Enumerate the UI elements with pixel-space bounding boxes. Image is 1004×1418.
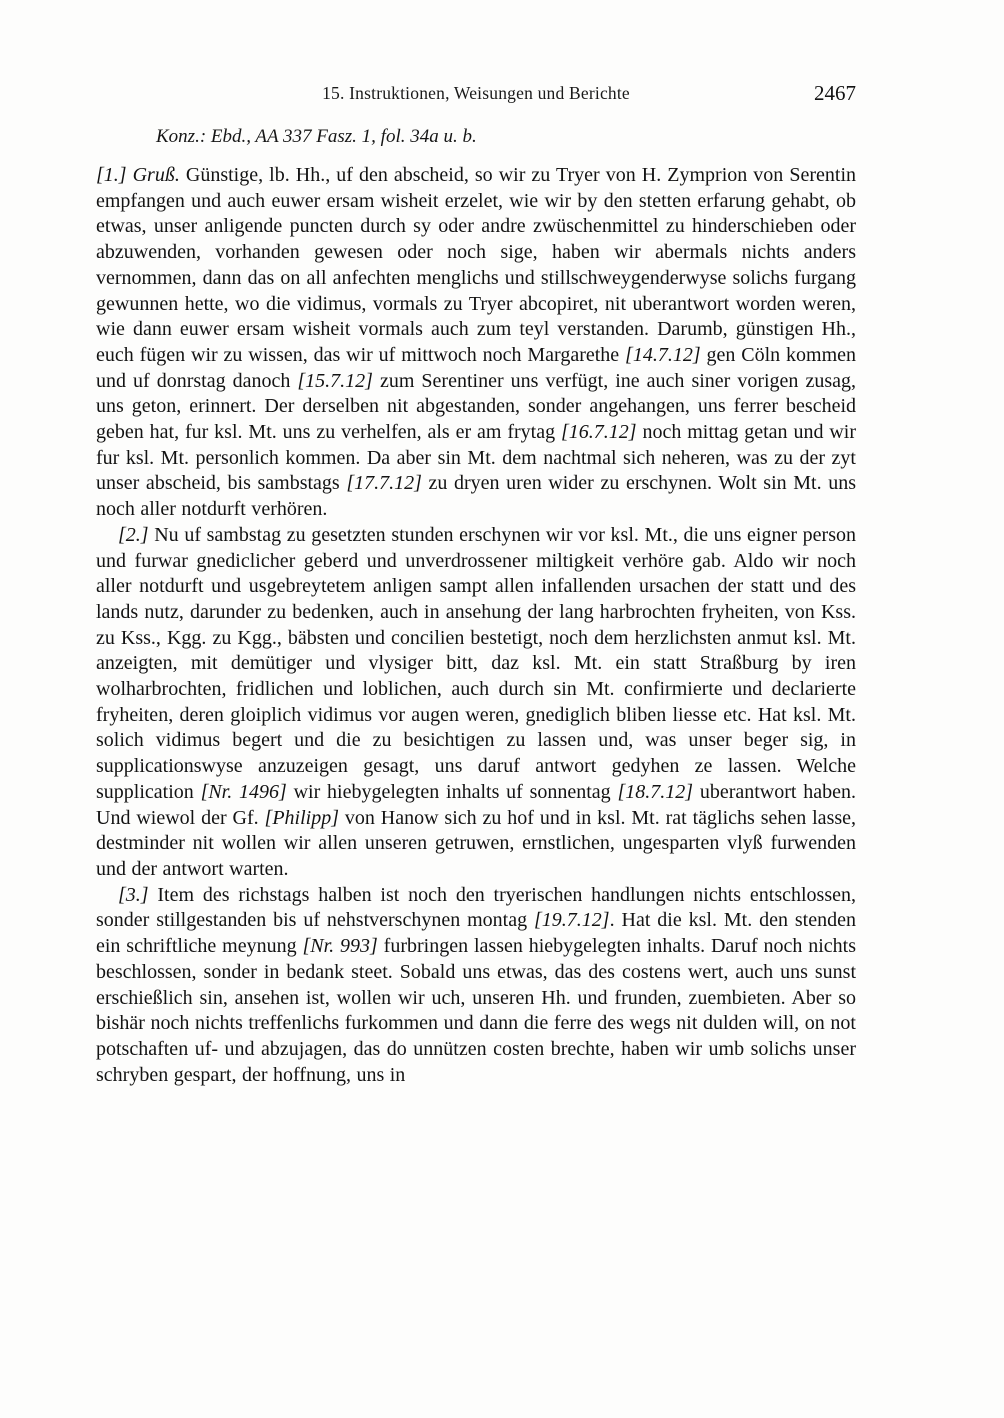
body-text-segment: noch mittag getan und wir fur ksl. Mt. personlich kommen. Da aber sin Mt. dem nachtmal sich neheren, was zu der zyt unser abscheid, bis sambstags xyxy=(96,421,857,495)
body-text-segment: . Hat die ksl. Mt. den stenden ein schriftliche meynung xyxy=(96,909,856,958)
body-text-segment: furbringen lassen hiebygelegten inhalts. Daruf noch nichts beschlossen, sonder in bedank steet. Sobald uns etwas, das des costens wert, auch uns sunst erschießlich sin, ansehen ist, wollen wir uch, unseren Hh. und frunden, zuembieten. Aber so bishär noch nichts treffenlichs furkommen und dann die ferre des wegs nit dulden will, on not potschaften uf- und abzujagen, das do unnützen costen brechte, haben wir umb solichs unser schryben gespart, der hoffnung, uns in xyxy=(96,935,857,1086)
document-body xyxy=(96,163,856,1088)
source-citation: Konz.: Ebd., AA 337 Fasz. 1, fol. 34a u. b. xyxy=(156,126,477,147)
date-annotation: [19.7.12] xyxy=(534,909,610,932)
date-annotation: [17.7.12] xyxy=(346,472,422,495)
date-annotation: [15.7.12] xyxy=(297,369,373,392)
body-text-segment: zu dryen uren wider zu erschynen. Wolt sin Mt. uns noch aller notdurft verhören. xyxy=(96,472,856,521)
date-annotation: [16.7.12] xyxy=(561,421,637,444)
body-text-segment: uberantwort haben. Und wiewol der Gf. xyxy=(96,780,857,829)
body-text-segment: von Hanow sich zu hof und in ksl. Mt. rat täglichs sehen lasse, destminder nit wollen wir allen unseren getruwen, ernstlichen, ungesparten vlyß furwenden und der antwort warten. xyxy=(96,806,857,880)
page-header xyxy=(96,80,856,106)
name-annotation: [Philipp] xyxy=(264,806,339,829)
date-annotation: [14.7.12] xyxy=(625,343,701,366)
paragraph-marker: [2.] xyxy=(118,523,149,546)
body-text-segment: zum Serentiner uns verfügt, ine auch siner vorigen zusag, uns geton, erinnert. Der derselben nit abgestanden, sonder angehangen, uns ferrer bescheid geben hat, fur ksl. Mt. uns zu verhelfen, als er am frytag xyxy=(96,369,856,444)
body-text-segment: gen Cöln kommen und uf donrstag danoch xyxy=(96,343,856,392)
document-reference: [Nr. 1496] xyxy=(200,780,287,803)
paragraph-marker: [3.] xyxy=(118,883,149,906)
document-reference: [Nr. 993] xyxy=(302,935,378,958)
paragraph-3 xyxy=(96,883,856,1089)
body-text-segment: wir hiebygelegten inhalts uf sonnentag xyxy=(286,780,618,803)
body-text-segment: Günstige, lb. Hh., uf den abscheid, so wir zu Tryer von H. Zymprion von Serentin empfangen und auch euwer ersam wisheit erzelet, wie wir by den stetten erfarung gehabt, ob etwas, unser anligende puncten durch sy oder andre zwüschenmittel zu hinderschieben oder abzuwenden, vorhanden gewesen oder noch sige, haben wir abermals nichts anders vernommen, dann das on all anfechten menglichs und stillschweygenderwyse solichs furgang gewunnen hette, wo die vidimus, vormals zu Tryer abcopiret, nit uberantwort worden weren, wie dann euwer ersam wisheit vormals auch zum teyl verstanden. Darumb, günstigen Hh., euch fügen wir zu wissen, das wir uf mittwoch noch Margarethe xyxy=(96,164,856,366)
paragraph-2 xyxy=(96,523,856,883)
paragraph-1 xyxy=(96,163,856,523)
body-text-segment: Item des richstags halben ist noch den tryerischen handlungen nichts entschlossen, sonder stillgestanden bis uf nehstverschynen montag xyxy=(96,883,856,932)
date-annotation: [18.7.12] xyxy=(617,780,694,803)
paragraph-marker: [1.] Gruß. xyxy=(96,164,180,186)
page-number: 2467 xyxy=(814,81,856,105)
running-title: 15. Instruktionen, Weisungen und Berichte xyxy=(322,83,630,103)
body-text-segment: Nu uf sambstag zu gesetzten stunden erschynen wir vor ksl. Mt., die uns eigner person und furwar gnediclicher geberd und unverdrossener miltigkeit verhöre gab. Aldo wir noch aller notdurft und usgebreytetem anligen sampt allen infallenden ursachen der statt und des lands nutz, darunder zu bedenken, auch in ansehung der lang harbrochten fryheiten, von Kss. zu Kss., Kgg. zu Kgg., bäbsten und concilien bestetigt, noch dem herzlichsten anmut ksl. Mt. anzeigten, mit demütiger und vlysiger bitt, daz ksl. Mt. ein statt Straßburg by iren wolharbrochten, fridlichen und loblichen, auch durch sin Mt. confirmierte und declarierte fryheiten, deren gloiplich vidimus vor augen weren, gnediglich bliben liesse etc. Hat ksl. Mt. solich vidimus begert und die zu besichtigen zu lassen und, was unser beger sig, in supplicationswyse anzuzeigen gesagt, uns daruf antwort gedyhen ze lassen. Welche supplication xyxy=(96,523,856,803)
